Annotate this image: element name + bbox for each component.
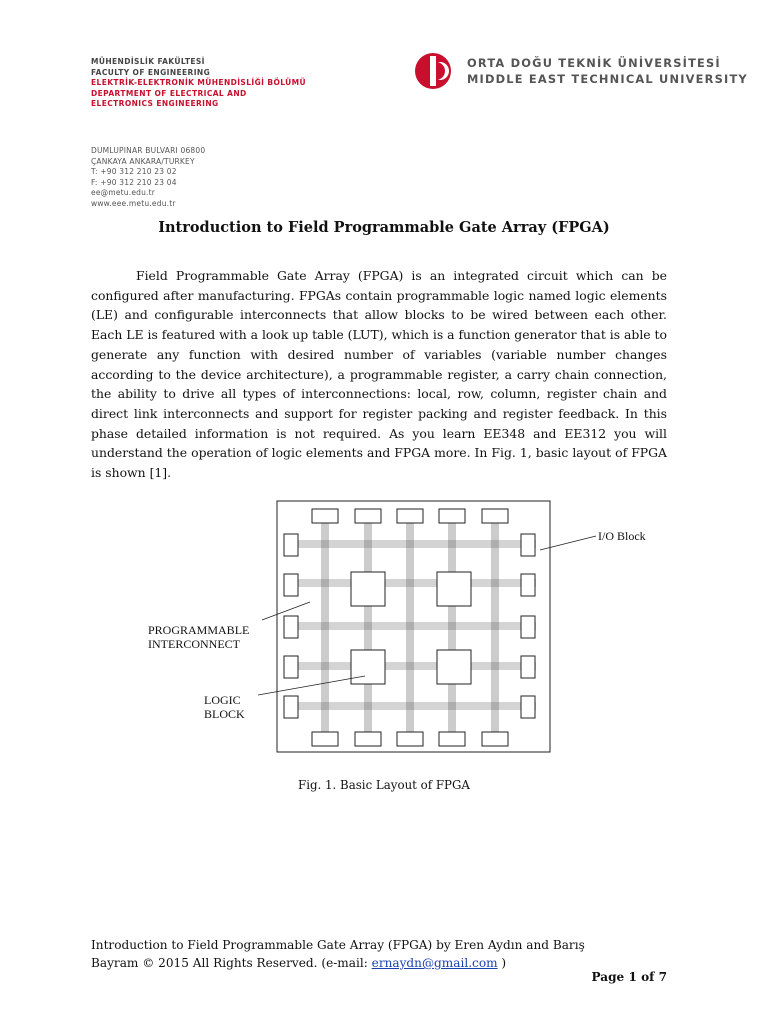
page-title: Introduction to Field Programmable Gate Array (FPGA) <box>158 219 610 236</box>
logic-block <box>437 572 471 606</box>
footer-email-link[interactable]: ernaydn@gmail.com <box>371 956 498 970</box>
page-number: Page 1 of 7 <box>591 970 667 984</box>
chip-outline <box>277 501 550 752</box>
io-block <box>355 732 381 746</box>
io-block <box>284 574 298 596</box>
faculty-tr: MÜHENDİSLİK FAKÜLTESİ <box>91 57 205 66</box>
website-line[interactable]: www.eee.metu.edu.tr <box>91 198 176 208</box>
paragraph-text: Field Programmable Gate Array (FPGA) is an integrated circuit which can be configured after manufacturing. FPGAs contain programmable logic named logic elements (LE) and configurable interconnects that allow blocks to be wired between each other. Each LE is featured with a look up table (LUT), which is a function generator that is able to generate any function with desired number of variables (variable number changes according to the device architecture), a programmable register, a carry chain connection, the ability to drive all types of interconnections: local, row, column, register chain and direct link interconnects and support for register packing and register feedback. In this phase detailed information is not required. As you learn EE348 and EE312 you will understand the operation of logic elements and FPGA more. In Fig. 1, basic layout of FPGA is shown [1]. <box>91 268 667 481</box>
phone-line: T: +90 312 210 23 02 <box>91 167 177 177</box>
io-block <box>521 656 535 678</box>
io-block <box>482 509 508 523</box>
fax-line: F: +90 312 210 23 04 <box>91 177 177 187</box>
label-logic-2: BLOCK <box>204 707 245 721</box>
io-block <box>284 616 298 638</box>
logic-block <box>351 650 385 684</box>
footer <box>91 936 681 972</box>
logic-block <box>437 650 471 684</box>
io-block <box>284 696 298 718</box>
university-name <box>467 55 748 87</box>
io-block <box>521 696 535 718</box>
label-interconnect-2: INTERCONNECT <box>148 637 240 651</box>
label-interconnect-1: PROGRAMMABLE <box>148 623 250 637</box>
body-paragraph <box>91 266 667 483</box>
address-line: ÇANKAYA ANKARA/TURKEY <box>91 156 195 166</box>
faculty-header <box>91 57 306 110</box>
dept-tr: ELEKTRİK-ELEKTRONİK MÜHENDİSLİĞİ BÖLÜMÜ <box>91 78 307 88</box>
metu-logo-icon <box>414 52 452 90</box>
footer-copyright: Bayram © 2015 All Rights Reserved. (e-mail: <box>91 956 372 970</box>
io-block <box>312 509 338 523</box>
address-block <box>91 146 205 210</box>
footer-line-1: Introduction to Field Programmable Gate Array (FPGA) by Eren Aydın and Barış <box>91 938 585 952</box>
fpga-layout-figure <box>140 496 646 758</box>
figure-caption: Fig. 1. Basic Layout of FPGA <box>298 778 470 792</box>
university-en: MIDDLE EAST TECHNICAL UNIVERSITY <box>467 72 748 86</box>
logic-block <box>351 572 385 606</box>
university-tr: ORTA DOĞU TEKNİK ÜNİVERSİTESİ <box>467 56 721 70</box>
faculty-en: FACULTY OF ENGINEERING <box>91 67 211 77</box>
io-block <box>312 732 338 746</box>
io-block <box>284 534 298 556</box>
io-block <box>482 732 508 746</box>
io-block <box>355 509 381 523</box>
email-line[interactable]: ee@metu.edu.tr <box>91 188 156 198</box>
io-block <box>521 534 535 556</box>
io-block <box>521 574 535 596</box>
io-block <box>397 732 423 746</box>
address-line: DUMLUPINAR BULVARI 06800 <box>91 146 206 155</box>
io-block <box>439 732 465 746</box>
footer-suffix: ) <box>497 956 507 970</box>
dept-en-1: DEPARTMENT OF ELECTRICAL AND <box>91 88 247 98</box>
label-logic-1: LOGIC <box>204 693 241 707</box>
dept-en-2: ELECTRONICS ENGINEERING <box>91 99 219 109</box>
io-block <box>439 509 465 523</box>
io-block <box>397 509 423 523</box>
label-io-block: I/O Block <box>598 529 646 543</box>
io-block <box>284 656 298 678</box>
io-block <box>521 616 535 638</box>
